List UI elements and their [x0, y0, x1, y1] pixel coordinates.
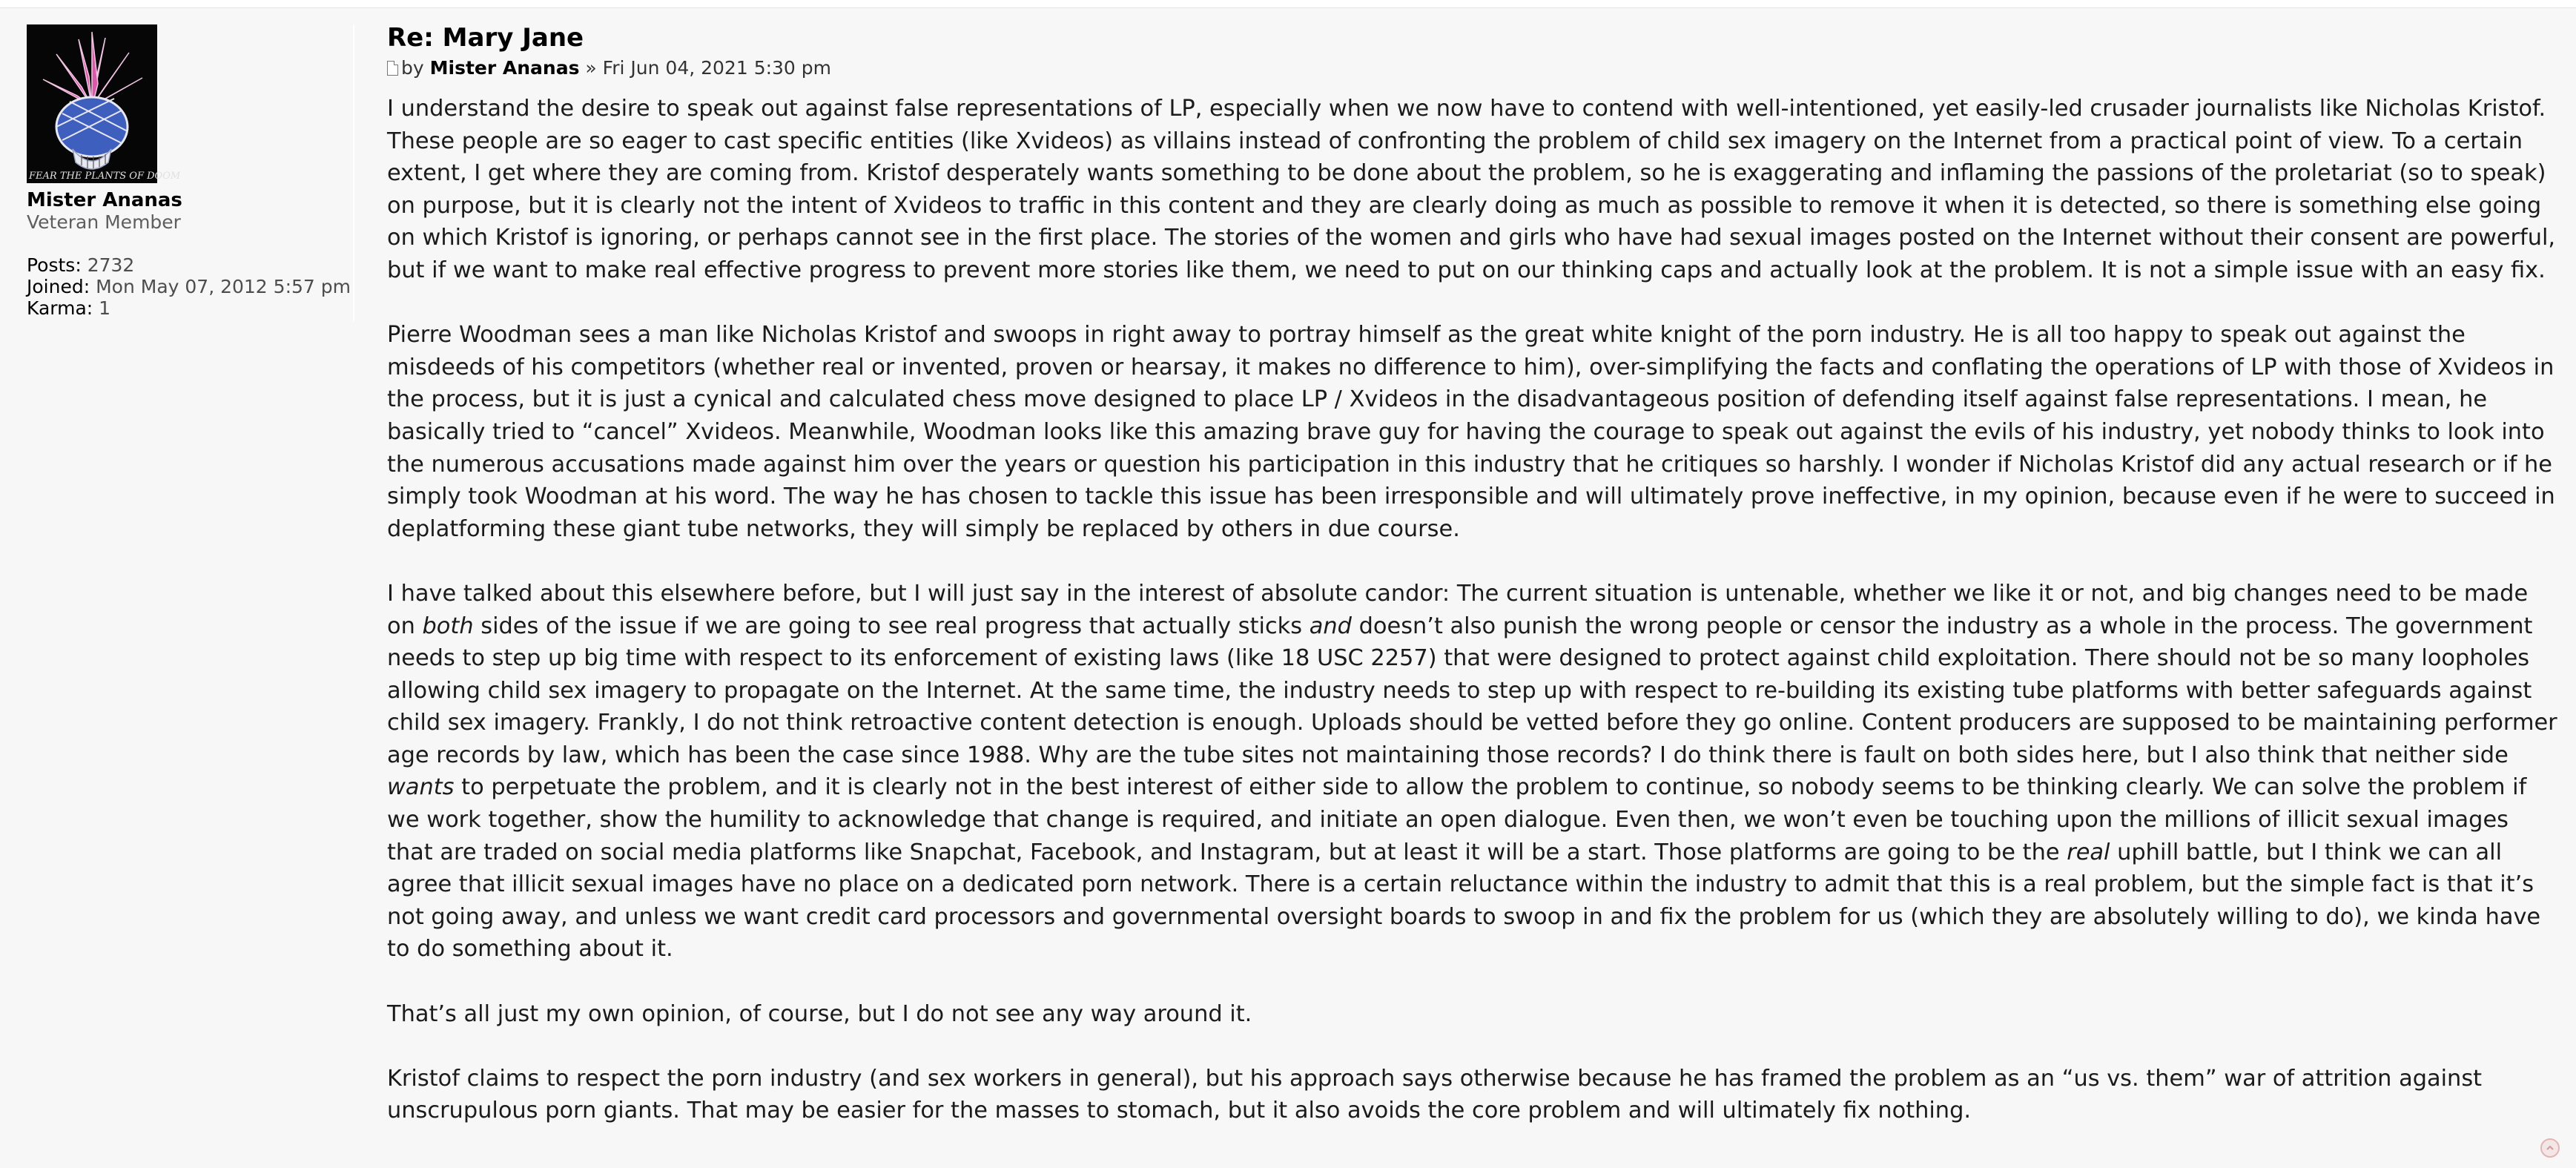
by-label: by [401, 57, 424, 79]
author-separator: » [585, 57, 597, 79]
chevron-up-icon [2545, 1143, 2555, 1153]
emphasis-text: and [1309, 613, 1352, 639]
paragraph-text: uphill battle, but I think we can all agree that illicit sexual images have no place on a dedicated porn network. There is a certain reluctance within the industry to admit that this is a real problem, but the simple fact is that it’s not going away, and unless we want credit card processors and governmental oversight boards to swoop in and fix the problem for us (which they are absolutely willing to do), we kinda have to do something about it. [387, 839, 2541, 963]
post-paragraph: That’s all just my own opinion, of course, but I do not see any way around it. [387, 1000, 1252, 1027]
post-author[interactable]: Mister Ananas [429, 57, 580, 79]
karma-stat [27, 297, 353, 319]
user-rank: Veteran Member [27, 211, 181, 233]
karma-label: Karma: [27, 297, 93, 319]
emphasis-text: real [2067, 839, 2110, 865]
post-page-icon[interactable] [387, 61, 398, 76]
post-paragraph: I understand the desire to speak out against false representations of LP, especially when we now have to contend with well-intentioned, yet easily-led crusader journalists like Nicholas Kristof. These people are so eager to cast specific entities (like Xvideos) as villains instead of confronting the problem of child sex imagery on the Internet from a practical point of view. To a certain extent, I get where they are coming from. Kristof desperately wants something to be done about the problem, so he is exaggerating and inflaming the passions of the proletariat (so to speak) on purpose, but it is clearly not the intent of Xvideos to traffic in this content and they are clearly doing as much as possible to remove it when it is detected, so there is something else going on which Kristof is ignoring, or perhaps cannot see in the first place. The stories of the women and girls who have had sexual images posted on the Internet without their consent are powerful, but if we want to make real effective progress to prevent more stories like them, we need to put on our thinking caps and actually look at the problem. It is not a simple issue with an easy fix. [387, 96, 2556, 283]
pineapple-skull-avatar-icon [27, 24, 157, 183]
post-author-line [387, 56, 2560, 81]
karma-value: 1 [99, 297, 111, 319]
avatar[interactable] [27, 24, 181, 183]
posts-value[interactable]: 2732 [87, 254, 135, 276]
paragraph-text: doesn’t also punish the wrong people or censor the industry as a whole in the process. The government needs to step up big time with respect to its enforcement of existing laws (like 18 USC 2257) that were designed to protect against child exploitation. There should not be so many loopholes allowing child sex imagery to propagate on the Internet. At the same time, the industry needs to step up with respect to re-building its existing tube platforms with better safeguards against child sex imagery. Frankly, I do not think retroactive content detection is enough. Uploads should be vetted before they go online. Content producers are supposed to be maintaining performer age records by law, which has been the case since 1988. Why are the tube sites not maintaining those records? I do think there is fault on both sides here, but I also think that neither side [387, 613, 2557, 768]
forum-post [0, 7, 2576, 1168]
post-title[interactable]: Re: Mary Jane [387, 23, 584, 53]
paragraph-text: sides of the issue if we are going to see real progress that actually sticks [473, 613, 1310, 639]
post-timestamp: Fri Jun 04, 2021 5:30 pm [602, 57, 831, 79]
back-to-top-icon[interactable] [2540, 1138, 2560, 1158]
emphasis-text: wants [387, 774, 455, 801]
posts-label: Posts: [27, 254, 82, 276]
joined-stat [27, 276, 353, 297]
post-profile [27, 24, 354, 321]
post-paragraph: Kristof claims to respect the porn industry (and sex workers in general), but his approach says otherwise because he has framed the problem as an “us vs. them” war of attrition against unscrupulous porn giants. That may be easier for the masses to stomach, but it also avoids the core problem and will ultimately fix nothing. [387, 1065, 2483, 1124]
post-content [387, 93, 2560, 1127]
joined-value: Mon May 07, 2012 5:57 pm [96, 276, 351, 297]
user-stats [27, 254, 353, 319]
post-paragraph [387, 578, 2560, 966]
username[interactable]: Mister Ananas [27, 189, 182, 211]
post-body [387, 22, 2560, 1127]
joined-label: Joined: [27, 276, 90, 297]
avatar-caption: FEAR THE PLANTS OF DOOM [29, 171, 181, 182]
post-paragraph: Pierre Woodman sees a man like Nicholas Kristof and swoops in right away to portray himself as the great white knight of the porn industry. He is all too happy to speak out against the misdeeds of his competitors (whether real or invented, proven or hearsay, it makes no difference to him), over-simplifying the facts and conflating the operations of LP with those of Xvideos in the process, but it is just a cynical and calculated chess move designed to place LP / Xvideos in the disadvantageous position of defending itself against false representations. I mean, he basically tried to “cancel” Xvideos. Meanwhile, Woodman looks like this amazing brave guy for having the courage to speak out against the evils of his industry, yet nobody thinks to look into the numerous accusations made against him over the years or question his participation in this industry that he critiques so harshly. I wonder if Nicholas Kristof did any actual research or if he simply took Woodman at his word. The way he has chosen to tackle this issue has been irresponsible and will ultimately prove ineffective, in my opinion, because even if he were to succeed in deplatforming these giant tube networks, they will simply be replaced by others in due course. [387, 322, 2555, 542]
emphasis-text: both [422, 613, 474, 639]
paragraph-text: to perpetuate the problem, and it is clearly not in the best interest of either side to allow the problem to continue, so nobody seems to be thinking clearly. We can solve the problem if we work together, show the humility to acknowledge that change is required, and initiate an open dialogue. Even then, we won’t even be touching upon the millions of illicit sexual images that are traded on social media platforms like Snapchat, Facebook, and Instagram, but at least it will be a start. Those platforms are going to be the [387, 774, 2527, 865]
posts-stat [27, 254, 353, 276]
paragraph-text: I have talked about this elsewhere before, but I will just say in the interest of absolute candor: The current situation is untenable, whether we like it or not, and big changes need to be made on [387, 580, 2529, 639]
